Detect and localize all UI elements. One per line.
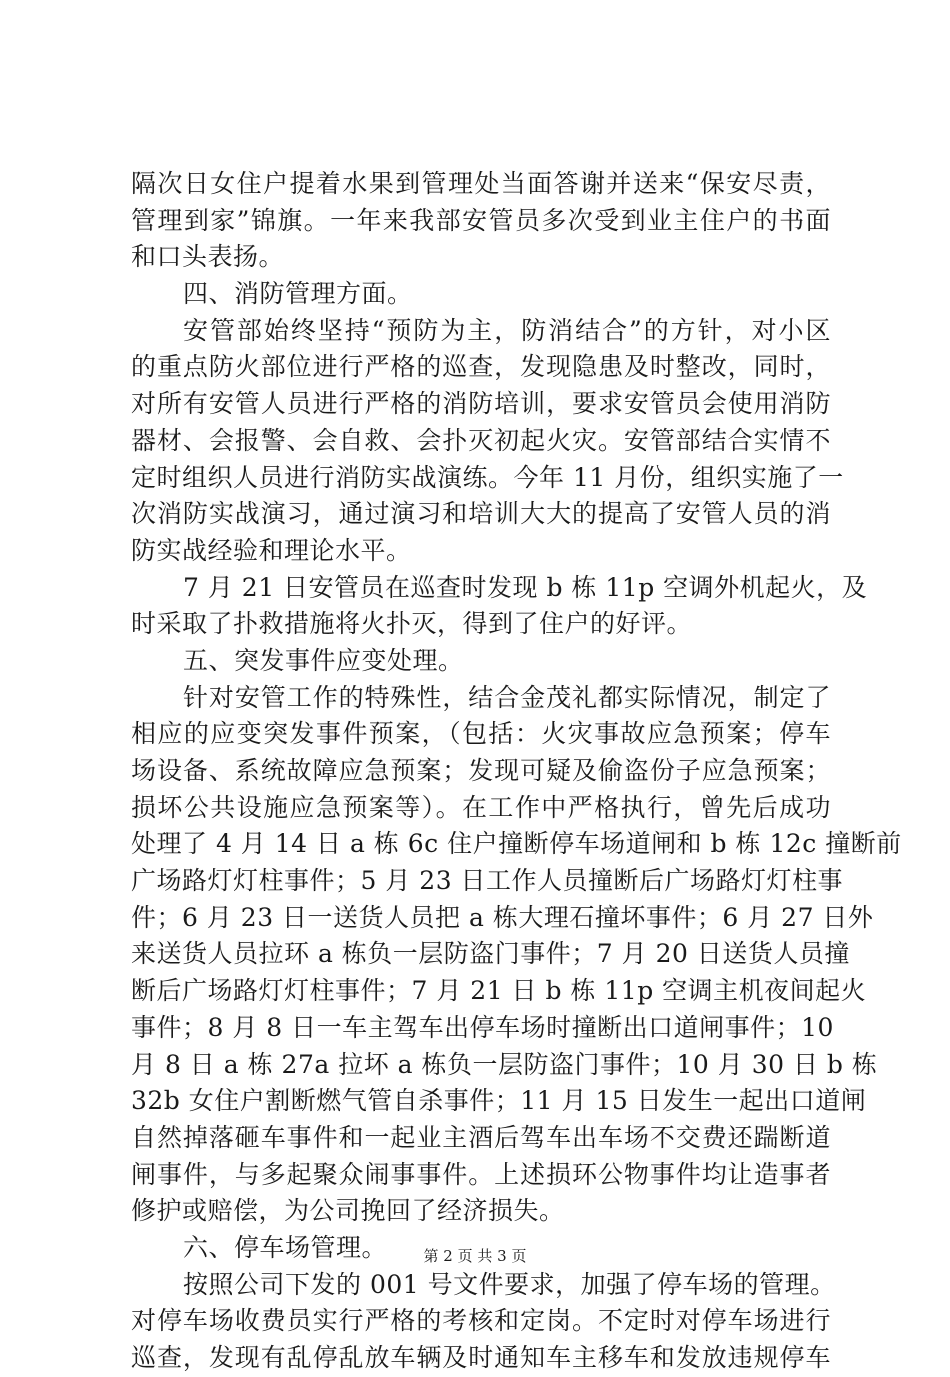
text-line: 对停车场收费员实行严格的考核和定岗。不定时对停车场进行 [131,1306,831,1336]
text-line: 次消防实战演习，通过演习和培训大大的提高了安管人员的消 [131,499,831,529]
text-line: 月 8 日 a 栋 27a 拉坏 a 栋负一层防盗门事件；10 月 30 日 b 栋 [131,1049,878,1079]
text-line: 巡查，发现有乱停乱放车辆及时通知车主移车和发放违规停车 [131,1343,831,1372]
text-line: 五、突发事件应变处理。 [183,645,464,675]
text-line: 事件；8 月 8 日一车主驾车出停车场时撞断出口道闸事件；10 [131,1012,834,1042]
text-line: 管理到家”锦旗。一年来我部安管员多次受到业主住户的书面 [131,205,831,235]
text-line: 时采取了扑救措施将火扑灭，得到了住户的好评。 [131,609,693,639]
text-line: 断后广场路灯灯柱事件；7 月 21 日 b 栋 11p 空调主机夜间起火 [131,976,867,1006]
text-line: 处理了 4 月 14 日 a 栋 6c 住户撞断停车场道闸和 b 栋 12c 撞断前 [131,829,902,859]
text-line: 六、停车场管理。 [183,1232,388,1262]
text-line: 闸事件，与多起聚众闹事事件。上述损环公物事件均让造事者 [131,1159,831,1189]
text-line: 场设备、系统故障应急预案；发现可疑及偷盗份子应急预案； [131,756,831,785]
text-line: 32b 女住户割断燃气管自杀事件；11 月 15 日发生一起出口道闸 [131,1086,867,1116]
document-body [131,166,902,1377]
text-line: 的重点防火部位进行严格的巡查，发现隐患及时整改，同时， [131,352,831,382]
text-line: 损坏公共设施应急预案等）。在工作中严格执行，曾先后成功 [131,792,831,822]
text-line: 隔次日女住户提着水果到管理处当面答谢并送来“保安尽责， [131,169,831,198]
text-line: 自然掉落砸车事件和一起业主酒后驾车出车场不交费还踹断道 [131,1122,831,1152]
text-line: 定时组织人员进行消防实战演练。今年 11 月份，组织实施了一 [131,462,844,492]
text-line: 相应的应变突发事件预案，（包括：火灾事故应急预案；停车 [131,719,831,749]
text-line: 四、消防管理方面。 [183,279,413,309]
page-footer: 第 2 页 共 3 页 [423,1247,527,1265]
text-line: 对所有安管人员进行严格的消防培训，要求安管员会使用消防 [131,389,831,419]
text-line: 针对安管工作的特殊性，结合金茂礼都实际情况，制定了 [183,682,831,712]
text-line: 件；6 月 23 日一送货人员把 a 栋大理石撞坏事件；6 月 27 日外 [131,902,874,932]
text-line: 安管部始终坚持“预防为主，防消结合”的方针，对小区 [183,315,831,345]
text-line: 按照公司下发的 001 号文件要求，加强了停车场的管理。 [183,1269,836,1299]
text-line: 器材、会报警、会自救、会扑灭初起火灾。安管部结合实情不 [131,425,831,455]
text-line: 防实战经验和理论水平。 [131,535,412,565]
text-line: 7 月 21 日安管员在巡查时发现 b 栋 11p 空调外机起火，及 [183,572,868,602]
text-line: 和口头表扬。 [131,242,285,272]
text-line: 修护或赔偿，为公司挽回了经济损失。 [131,1196,565,1226]
text-line: 广场路灯灯柱事件；5 月 23 日工作人员撞断后广场路灯灯柱事 [131,866,844,896]
text-line: 来送货人员拉环 a 栋负一层防盗门事件；7 月 20 日送货人员撞 [131,939,850,969]
